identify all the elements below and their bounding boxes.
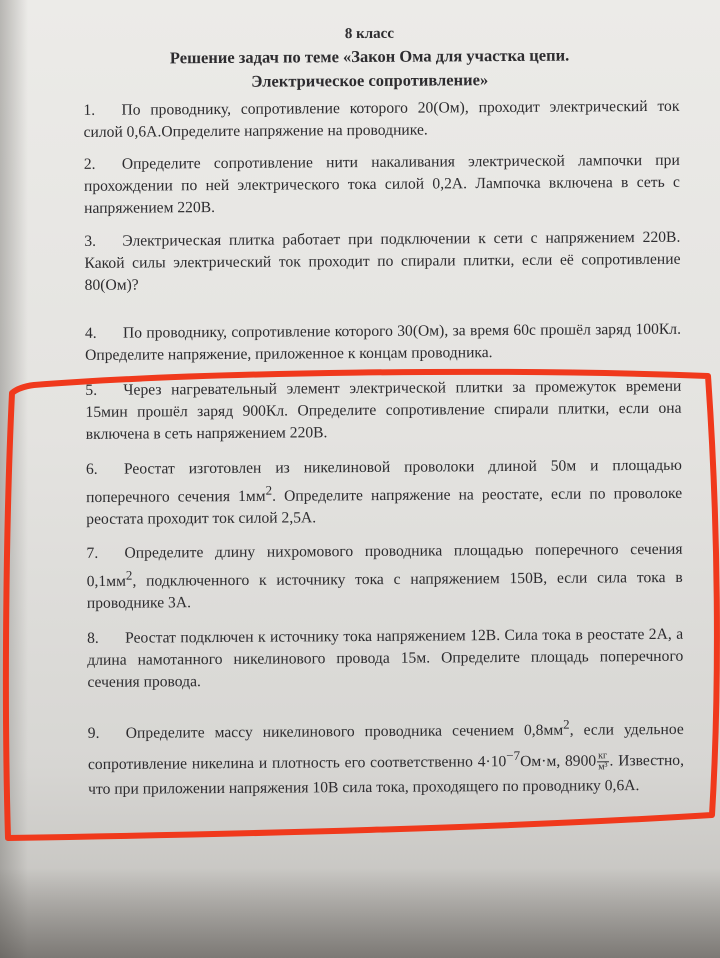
task-number: 4. <box>84 324 97 342</box>
superscript: 2 <box>125 567 133 583</box>
photo-bottom-shadow <box>0 868 720 958</box>
task-number: 8. <box>87 629 99 647</box>
superscript: 2 <box>265 482 273 498</box>
task-2 <box>84 150 680 220</box>
task-text: , подключенного к источнику тока с напряжением 150В, если сила тока в проводнике 3А. <box>86 568 683 613</box>
task-text: По проводнику, сопротивление которого 20(Ом), проходит электрический ток силой 0,6А.Определите напряжение на проводнике. <box>83 97 680 141</box>
task-3 <box>84 227 680 297</box>
task-6 <box>86 455 682 531</box>
task-text: Реостат подключен к источнику тока напряжением 12В. Сила тока в реостате 2А, а длина намотанного никелинового провода 15м. Определите площадь поперечного сечения провода. <box>87 625 684 691</box>
title-line-1: Решение задач по теме «Закон Ома для участка цепи. <box>169 45 570 68</box>
title-line-2: Электрическое сопротивление» <box>251 70 489 91</box>
task-text: По проводнику, сопротивление которого 30(Ом), за время 60с прошёл заряд 100Кл. Определите напряжение, приложенное к концам проводника. <box>85 320 682 364</box>
task-number: 2. <box>83 155 96 173</box>
task-text: , если удельное сопротивление никелина и плотность его соответственно 4·10 <box>87 720 684 774</box>
task-number: 3. <box>84 232 97 250</box>
task-text: Электрическая плитка работает при подключении к сети с напряжением 220В. Какой силы электрический ток проходит по спирали плитки, если её сопротивление 80(Ом)? <box>84 228 681 294</box>
superscript: 2 <box>563 716 570 732</box>
task-text: Через нагревательный элемент электрической плитки за промежуток времени 15мин прошёл заряд 900Кл. Определите сопротивление спирали плитки, если она включена в сеть напряжением 220В. <box>85 377 682 443</box>
worksheet-header <box>0 21 720 94</box>
task-text: Определите длину нихромового проводника площадью поперечного сечения 0,1мм <box>86 540 683 591</box>
fraction-numerator: кг <box>598 750 608 762</box>
task-number: 6. <box>85 460 98 478</box>
task-text: . Определите напряжение на реостате, если по проволоке реостата проходит ток силой 2,5А. <box>86 484 683 529</box>
task-9 <box>88 711 685 803</box>
task-number: 7. <box>86 544 99 562</box>
task-text: Реостат изготовлен из никелиновой проволоки длиной 50м и площадью поперечного сечения 1мм <box>86 456 682 507</box>
task-text: Определите массу никелинового проводника сечением 0,8мм <box>125 721 564 742</box>
superscript: −7 <box>506 748 521 764</box>
task-text: Определите сопротивление нити накаливания электрической лампочки при прохождении по ней электрического тока силой 0,2А. Лампочка включена в сеть с напряжением 220В. <box>83 151 680 217</box>
grade-label: 8 класс <box>344 25 395 43</box>
task-number: 1. <box>83 101 96 119</box>
task-text: . Известно, что при приложении напряжения 10В сила тока, проходящего по проводнику 0,6А. <box>88 752 685 799</box>
task-4 <box>85 319 681 367</box>
fraction-denominator: м³ <box>598 761 608 773</box>
task-5 <box>85 376 681 446</box>
task-number: 5. <box>85 381 98 399</box>
task-7 <box>86 539 682 615</box>
density-fraction <box>597 752 608 773</box>
task-8 <box>87 624 683 694</box>
task-1 <box>83 96 679 144</box>
task-number: 9. <box>87 725 100 743</box>
task-text: Ом·м, 8900 <box>520 752 597 771</box>
